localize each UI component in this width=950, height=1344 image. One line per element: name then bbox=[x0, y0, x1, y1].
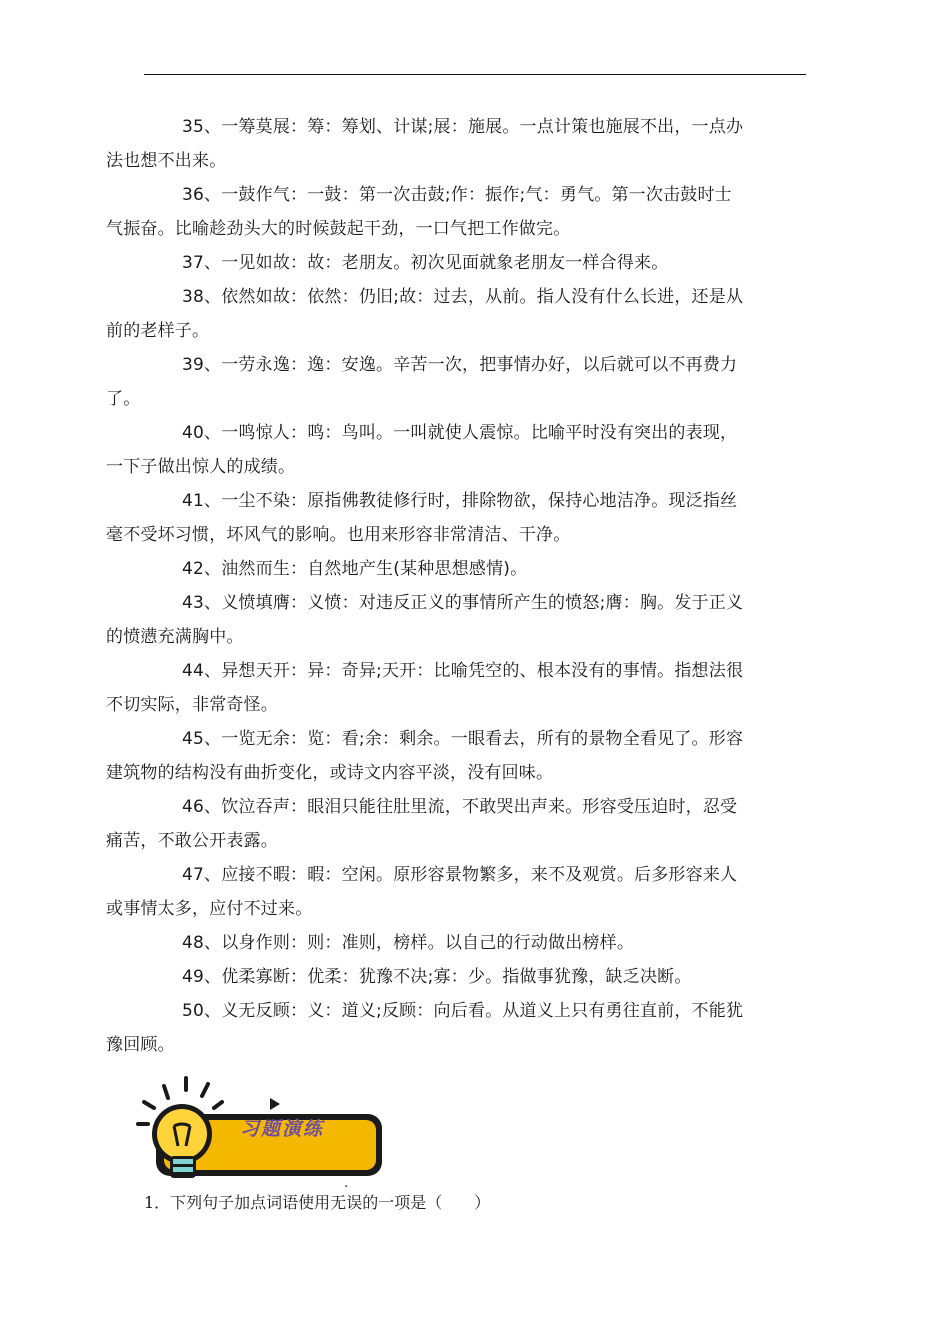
idiom-entry-43: 43、义愤填膺：义愤：对违反正义的事情所产生的愤怒;膺：胸。发于正义 的愤懑充满胸中。 bbox=[106, 593, 744, 647]
idiom-entry-45: 45、一览无余：览：看;余：剩余。一眼看去，所有的景物全看见了。形容 建筑物的结构没有曲折变化，或诗文内容平淡，没有回味。 bbox=[106, 729, 744, 783]
idiom-entry-41: 41、一尘不染：原指佛教徒修行时，排除物欲，保持心地洁净。现泛指丝 毫不受坏习惯，坏风气的影响。也用来形容非常清洁、干净。 bbox=[106, 491, 738, 545]
banner-title: 习题演练 bbox=[240, 1118, 325, 1140]
idiom-entry-44: 44、异想天开：异：奇异;天开：比喻凭空的、根本没有的事情。指想法很 不切实际，非常奇怪。 bbox=[106, 661, 744, 715]
idiom-entry-40: 40、一鸣惊人：鸣：鸟叫。一叫就使人震惊。比喻平时没有突出的表现， 一下子做出惊人的成绩。 bbox=[106, 423, 738, 477]
idiom-entry-36: 36、一鼓作气：一鼓：第一次击鼓;作：振作;气：勇气。第一次击鼓时士 气振奋。比喻趁劲头大的时候鼓起干劲，一口气把工作做完。 bbox=[106, 185, 732, 239]
idiom-entry-39: 39、一劳永逸：逸：安逸。辛苦一次，把事情办好，以后就可以不再费力 了。 bbox=[106, 355, 738, 409]
idiom-entry-38: 38、依然如故：依然：仍旧;故：过去，从前。指人没有什么长进，还是从 前的老样子。 bbox=[106, 287, 744, 341]
idiom-list bbox=[106, 110, 808, 1062]
idiom-entry-50: 50、义无反顾：义：道义;反顾：向后看。从道义上只有勇往直前，不能犹 豫回顾。 bbox=[106, 1001, 744, 1055]
idiom-entry-42: 42、油然而生：自然地产生(某种思想感情)。 bbox=[182, 559, 528, 579]
idiom-entry-46: 46、饮泣吞声：眼泪只能往肚里流，不敢哭出声来。形容受压迫时，忍受 痛苦，不敢公开表露。 bbox=[106, 797, 738, 851]
idiom-entry-49: 49、优柔寡断：优柔：犹豫不决;寡：少。指做事犹豫，缺乏决断。 bbox=[182, 967, 692, 987]
dotted-words: 无误 bbox=[330, 1193, 363, 1212]
idiom-entry-35: 35、一筹莫展：筹：筹划、计谋;展：施展。一点计策也施展不出，一点办 法也想不出来。 bbox=[106, 117, 744, 171]
header-rule bbox=[144, 74, 806, 75]
idiom-entry-48: 48、以身作则：则：准则，榜样。以自己的行动做出榜样。 bbox=[182, 933, 635, 953]
idiom-entry-47: 47、应接不暇：暇：空闲。原形容景物繁多，来不及观赏。后多形容来人 或事情太多，应付不过来。 bbox=[106, 865, 738, 919]
idiom-entry-37: 37、一见如故：故：老朋友。初次见面就象老朋友一样合得来。 bbox=[182, 253, 669, 273]
question-1: 1．下列句子加点词语使用无误的一项是（ ） bbox=[144, 1193, 491, 1212]
